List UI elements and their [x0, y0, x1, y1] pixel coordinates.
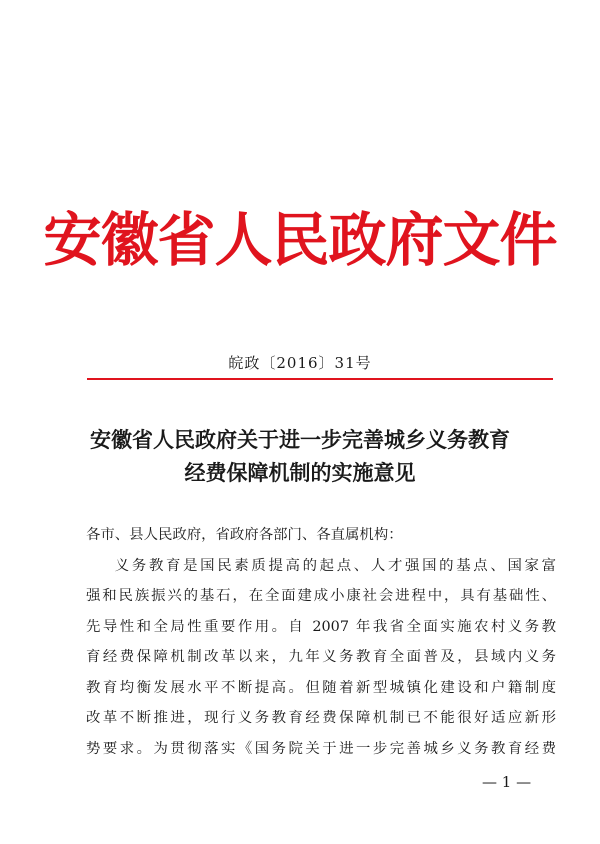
red-divider-line	[87, 378, 553, 380]
body-line-2: 强和民族振兴的基石，在全面建成小康社会进程中，具有基础性、	[86, 588, 556, 604]
body-line-7: 势要求。为贯彻落实《国务院关于进一步完善城乡义务教育经费	[86, 740, 556, 757]
body-line-1: 义务教育是国民素质提高的起点、人才强国的基点、国家富	[114, 557, 556, 574]
body-line-3: 先导性和全局性重要作用。自 2007 年我省全面实施农村义务教	[86, 618, 556, 635]
document-title-line-2: 经费保障机制的实施意见	[184, 461, 416, 485]
body-line-5: 教育均衡发展水平不断提高。但随着新型城镇化建设和户籍制度	[86, 679, 556, 696]
body-line-4: 育经费保障机制改革以来，九年义务教育全面普及，县域内义务	[86, 649, 556, 665]
salutation: 各市、县人民政府，省政府各部门、各直属机构：	[86, 527, 403, 543]
document-title-line-1: 安徽省人民政府关于进一步完善城乡义务教育	[90, 428, 510, 452]
body-line-6: 改革不断推进，现行义务教育经费保障机制已不能很好适应新形	[86, 710, 556, 726]
document-header-title: 安徽省人民政府文件	[43, 206, 557, 274]
document-title	[0, 424, 600, 490]
document-number: 皖政〔2016〕31号	[228, 354, 372, 372]
document-body	[86, 520, 556, 764]
page-number: — 1 —	[482, 773, 532, 791]
